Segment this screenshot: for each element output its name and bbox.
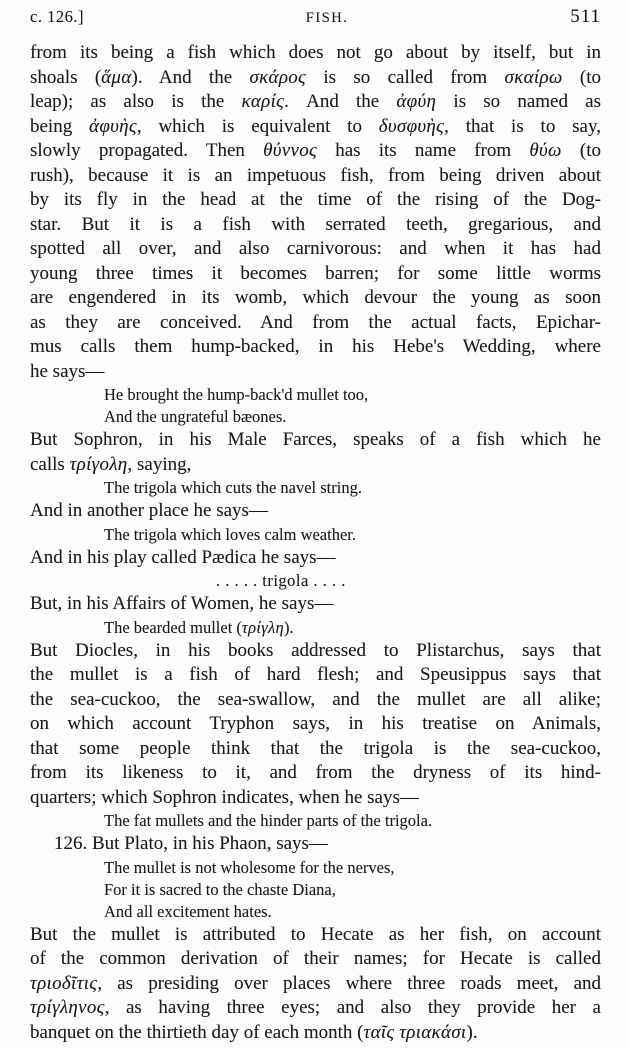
text-line: The trigola which loves calm weather.	[104, 524, 356, 544]
greek-word: θύννος	[263, 140, 318, 161]
text-line: leap); as also is the καρίς. And the ἀφύη is so named as	[30, 91, 601, 112]
greek-word: ἀφύη	[396, 91, 437, 112]
text-line: But, in his Affairs of Women, he says—	[30, 593, 334, 614]
text-line: he says—	[30, 360, 105, 382]
text-line: And all excitement hates.	[104, 901, 272, 921]
text-line: But Diocles, in his books addressed to Plistarchus, says that	[30, 639, 601, 661]
text-line: The mullet is not wholesome for the nerves,	[104, 857, 395, 877]
greek-word: τρίγληνος	[30, 997, 105, 1018]
text-line: as they are conceived. And from the actual facts, Epichar-	[30, 311, 601, 333]
text-line: 126. But Plato, in his Phaon, says—	[54, 833, 328, 854]
text-line: shoals (ἅμα). And the σκάρος is so called from σκαίρω (to	[30, 66, 602, 88]
text-line: that some people think that the trigola is the sea-cuckoo,	[30, 737, 601, 759]
verse-quote	[30, 810, 601, 832]
paragraph	[30, 592, 601, 617]
running-head	[30, 6, 601, 28]
text-line: The bearded mullet (τρίγλη).	[104, 617, 294, 637]
greek-word: ἅμα	[101, 66, 132, 88]
text-line: on which account Tryphon says, in his treatise on Animals,	[30, 713, 601, 734]
greek-word: καρίς	[241, 91, 285, 112]
text-line: The trigola which cuts the navel string.	[104, 478, 362, 497]
page-title: FISH.	[305, 10, 349, 26]
text-line: the mullet is a fish of hard flesh; and Speusippus says that	[30, 664, 601, 685]
greek-word: ταῖς	[363, 1021, 395, 1043]
text-line: from its likeness to it, and from the dryness of its hind-	[30, 762, 601, 783]
paragraph	[30, 639, 601, 811]
paragraph	[30, 499, 601, 524]
paragraph	[30, 428, 601, 477]
text-line: mus calls them hump-backed, in his Hebe's Wedding, where	[30, 336, 601, 357]
greek-word: τριακάσι	[399, 1021, 467, 1043]
text-line: But the mullet is attributed to Hecate as her fish, on account	[30, 923, 601, 945]
greek-word: σκάρος	[249, 66, 307, 88]
text-line: rush), because it is an impetuous fish, from being driven about	[30, 164, 601, 186]
greek-word: τρίγλη	[241, 617, 284, 637]
text-line: of the common derivation of their names; for Hecate is called	[30, 948, 601, 969]
text-line: slowly propagated. Then θύννος has its name from θύω (to	[30, 140, 601, 161]
text-line: The fat mullets and the hinder parts of the trigola.	[104, 811, 433, 830]
paragraph	[30, 832, 601, 857]
verse-quote	[30, 857, 601, 923]
text-line: And in another place he says—	[30, 500, 268, 521]
text-line: young three times it becomes barren; for some little worms	[30, 262, 601, 284]
page-number: 511	[570, 6, 601, 27]
paragraph	[30, 923, 601, 1046]
text-line: calls τρίγολη, saying,	[30, 453, 192, 475]
text-line: being ἀφυὴς, which is equivalent to δυσφυὴς, that is to say,	[30, 115, 601, 137]
text-line: spotted all over, and also carnivorous: and when it has had	[30, 238, 601, 259]
greek-word: τρίγολη	[69, 453, 128, 475]
greek-word: σκαίρω	[504, 66, 563, 88]
greek-word: δυσφυὴς	[378, 115, 445, 137]
text-line: by its fly in the head at the time of the rising of the Dog-	[30, 189, 601, 210]
text-line: quarters; which Sophron indicates, when he says—	[30, 786, 419, 808]
greek-word: θύω	[529, 140, 562, 161]
greek-word: τριοδῖτις	[30, 972, 98, 994]
text-line: banquet on the thirtieth day of each month (ταῖς τριακάσι).	[30, 1021, 478, 1043]
paragraph	[30, 546, 601, 571]
text-line: He brought the hump-back'd mullet too,	[104, 385, 369, 404]
verse-quote	[30, 570, 601, 592]
verse-quote	[30, 384, 601, 428]
text-line: star. But it is a fish with serrated teeth, gregarious, and	[30, 213, 601, 235]
greek-word: ἀφυὴς	[89, 115, 137, 137]
text-line: But Sophron, in his Male Farces, speaks of a fish which he	[30, 429, 601, 450]
text-line: For it is sacred to the chaste Diana,	[104, 879, 336, 899]
text-line: And in his play called Pædica he says—	[30, 546, 336, 568]
verse-quote	[30, 524, 601, 546]
verse-quote	[30, 477, 601, 499]
text-line: the sea-cuckoo, the sea-swallow, and the mullet are all alike;	[30, 688, 601, 710]
text-line: . . . . . trigola . . . .	[216, 571, 346, 590]
text-line: And the ungrateful bæones.	[104, 407, 287, 426]
text-line: τριοδῖτις, as presiding over places where three roads meet, and	[30, 972, 601, 994]
chapter-reference: c. 126.]	[30, 7, 84, 26]
verse-quote	[30, 617, 601, 639]
paragraph	[30, 41, 601, 384]
text-line: from its being a fish which does not go about by itself, but in	[30, 42, 601, 63]
page-content	[30, 41, 601, 1045]
text-line: τρίγληνος, as having three eyes; and also they provide her a	[30, 997, 601, 1018]
text-line: are engendered in its womb, which devour the young as soon	[30, 287, 601, 308]
